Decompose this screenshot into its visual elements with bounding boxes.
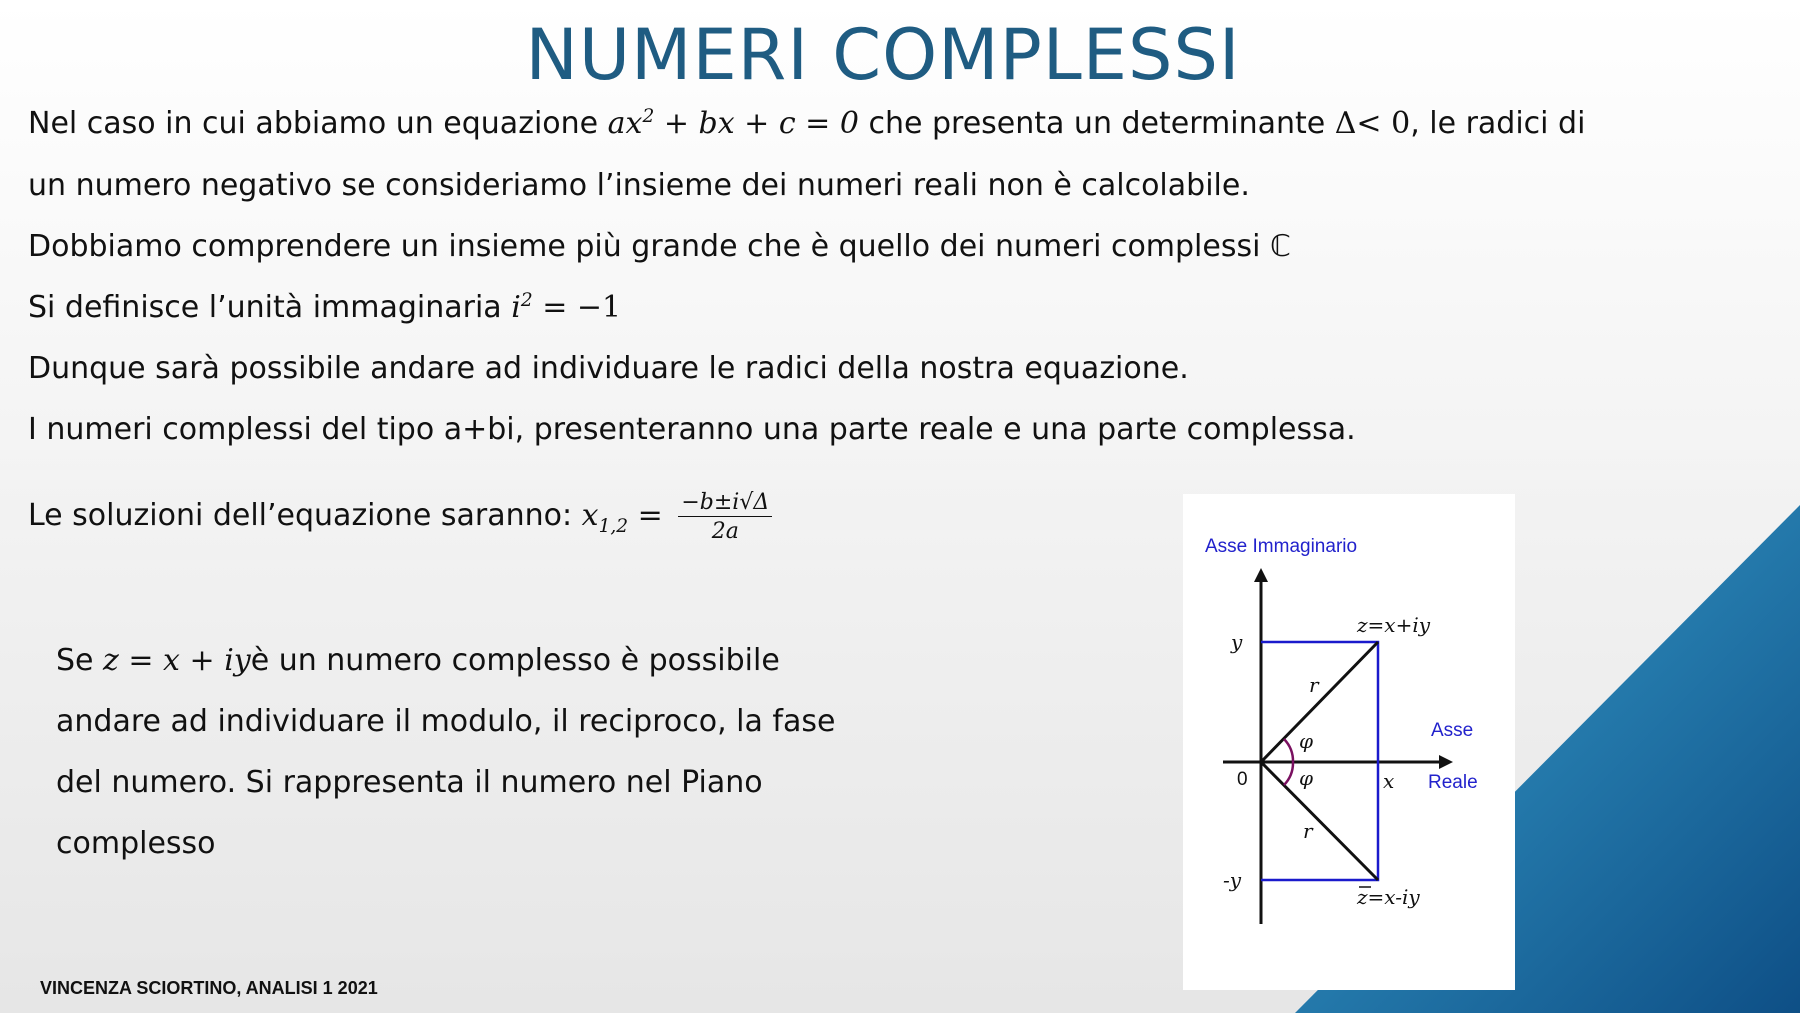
eq-i-exponent: 2	[520, 290, 533, 311]
z-definition: z = x + iy	[103, 643, 251, 678]
y-label: y	[1231, 630, 1243, 654]
sol-x: x	[581, 498, 599, 533]
eq-term-a: ax	[607, 106, 643, 141]
complex-plane-diagram	[1183, 494, 1515, 990]
text-line-2: un numero negativo se consideriamo l’insieme dei numeri reali non è calcolabile.	[28, 168, 1250, 203]
line4-text-a: Si definisce l’unità immaginaria	[28, 290, 512, 325]
delta-condition: Δ< 0	[1334, 106, 1411, 141]
angle-arc-lower	[1284, 762, 1293, 785]
complex-plane-figure	[1183, 494, 1515, 990]
sol-denominator: 2a	[711, 519, 739, 544]
x-label: x	[1383, 769, 1395, 793]
r-lower-label: r	[1303, 819, 1313, 843]
eq-exponent: 2	[642, 106, 655, 127]
phi-upper-label: φ	[1299, 729, 1314, 753]
z-vector	[1261, 642, 1378, 762]
real-axis-arrowhead	[1439, 755, 1453, 769]
neg-y-label: -y	[1223, 868, 1242, 892]
sol-fraction	[678, 490, 772, 544]
paragraph-line-4: complesso	[56, 826, 216, 861]
real-axis-label-1: Asse	[1431, 720, 1474, 741]
eq-i: i	[511, 290, 521, 325]
sol-subscript: 1,2	[598, 516, 629, 537]
imaginary-axis-label: Asse Immaginario	[1205, 536, 1358, 557]
real-axis-label-2: Reale	[1428, 772, 1478, 793]
zbar-vector	[1261, 762, 1378, 880]
slide-title: NUMERI COMPLESSI	[525, 14, 1241, 96]
line1-text-a: Nel caso in cui abbiamo un equazione	[28, 106, 608, 141]
para1-text-a: Se	[56, 643, 104, 678]
line1-text-b: che presenta un determinante	[858, 106, 1335, 141]
paragraph-line-2: andare ad individuare il modulo, il reciproco, la fase	[56, 704, 836, 739]
paragraph-line-3: del numero. Si rappresenta il numero nel Piano	[56, 765, 763, 800]
sol-numerator: −b±i√Δ	[678, 490, 772, 517]
phi-lower-label: φ	[1299, 766, 1314, 790]
sol-equals: =	[628, 498, 673, 533]
text-line-1	[28, 106, 1585, 141]
origin-label: 0	[1237, 769, 1248, 790]
text-line-3: Dobbiamo comprendere un insieme più grande che è quello dei numeri complessi ℂ	[28, 229, 1291, 264]
slide-footer: VINCENZA SCIORTINO, ANALISI 1 2021	[40, 978, 378, 998]
zbar-point-label: z=x-iy	[1357, 885, 1420, 909]
line7-text-a: Le soluzioni dell’equazione saranno:	[28, 498, 582, 533]
solution-formula	[581, 490, 773, 544]
angle-arc-upper	[1284, 739, 1293, 762]
eq-term-b: + bx + c = 0	[654, 106, 859, 141]
r-upper-label: r	[1309, 673, 1319, 697]
imaginary-axis-arrowhead	[1254, 568, 1268, 582]
text-line-5: Dunque sarà possibile andare ad individuare le radici della nostra equazione.	[28, 351, 1189, 386]
imaginary-unit-eq	[511, 290, 621, 325]
text-line-4	[28, 290, 621, 325]
z-point-label: z=x+iy	[1357, 613, 1431, 637]
line1-text-c: , le radici di	[1410, 106, 1586, 141]
paragraph-line-1	[56, 643, 780, 678]
para1-text-b: è un numero complesso è possibile	[250, 643, 780, 678]
quadratic-equation	[608, 106, 859, 141]
eq-i-value: = −1	[532, 290, 622, 325]
text-line-6: I numeri complessi del tipo a+bi, presenteranno una parte reale e una parte complessa.	[28, 412, 1356, 447]
text-line-7	[28, 490, 772, 544]
